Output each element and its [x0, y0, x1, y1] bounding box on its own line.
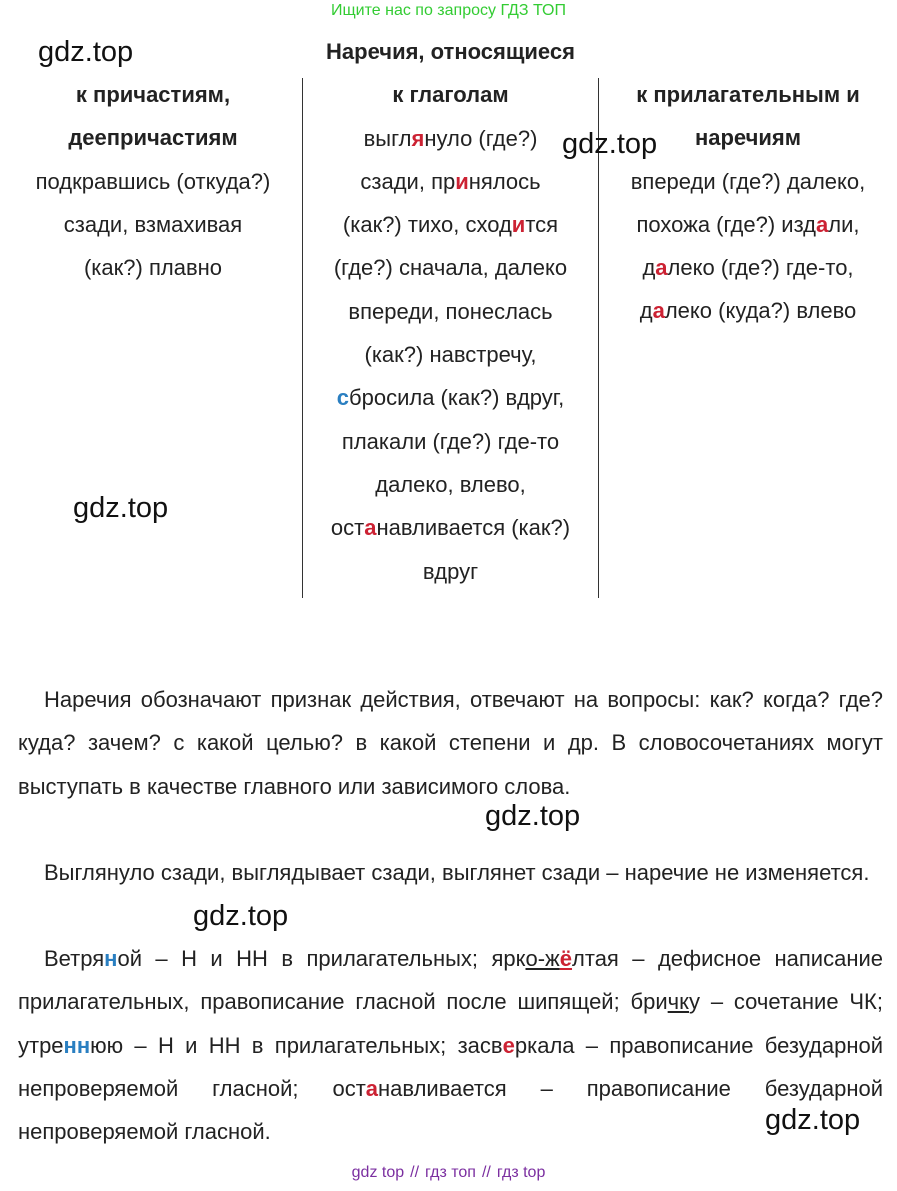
highlighted-letter: с	[336, 385, 349, 411]
column-header: к глаголам	[392, 82, 509, 108]
highlighted-letter: а	[652, 298, 665, 324]
column-header: Наречия, относящиеся	[326, 39, 575, 64]
column-line: вдруг	[422, 558, 479, 584]
column-line: впереди, понеслась	[348, 298, 553, 324]
column-line: останавливается (как?)	[330, 515, 571, 541]
column-line: сзади, взмахивая	[63, 211, 243, 237]
column-line: впереди (где?) далеко,	[630, 168, 866, 194]
watermark: gdz.top	[38, 36, 134, 68]
column-line: далеко, влево,	[375, 471, 526, 497]
column-header: к прилагательным и	[636, 82, 860, 107]
column-line: похожа (где?) издали,	[636, 211, 860, 237]
footer-link[interactable]: гдз топ	[425, 1164, 476, 1181]
highlighted-letter: нн	[63, 1032, 91, 1058]
column-line: сзади, принялось	[360, 168, 541, 194]
paragraph-definition: Наречия обозначают признак действия, отвечают на вопросы: как? когда? где? куда? зачем? с какой целью? в какой степени и др. В словосочетаниях могут выступать в качестве главного или зависимого слова.	[18, 687, 883, 799]
highlighted-letter: а	[364, 515, 377, 541]
highlighted-letter: я	[411, 125, 425, 151]
footer-separator: //	[481, 1164, 491, 1181]
highlighted-letter: ё	[559, 946, 573, 971]
highlighted-letter: и	[455, 168, 469, 194]
watermark: gdz.top	[562, 128, 658, 160]
column-line: (как?) плавно	[83, 255, 223, 281]
highlighted-letter: е	[502, 1032, 515, 1058]
paragraph-example: Выглянуло сзади, выглядывает сзади, выглянет сзади – наречие не изменяется.	[44, 860, 870, 885]
column-line: (как?) тихо, сходится	[342, 212, 559, 238]
footer-link[interactable]: гдз top	[496, 1164, 546, 1181]
highlighted-letter: а	[816, 211, 829, 237]
footer-separator: //	[410, 1164, 420, 1181]
paragraph-spelling: Ветряной – Н и НН в прилагательных; ярко-жёлтая – дефисное написание прилагательных, правописание гласной после шипящей; бричку – сочетание ЧК; утреннюю – Н и НН в прилагательных; засверкала – правописание безударной непроверяемой гласной; останавливается – правописание безударной непроверяемой гласной.	[18, 946, 884, 1145]
column-line: выглянуло (где?)	[363, 125, 538, 151]
column-header: к причастиям,	[75, 82, 231, 107]
watermark: gdz.top	[765, 1104, 861, 1136]
column-line: подкравшись (откуда?)	[35, 168, 271, 194]
watermark: gdz.top	[73, 492, 169, 524]
column-line: (где?) сначала, далеко	[333, 255, 568, 281]
highlighted-letter: а	[365, 1075, 379, 1101]
underlined-text: чк	[667, 989, 689, 1015]
footer-links	[0, 1164, 897, 1182]
column-line: далеко (где?) где-то,	[642, 255, 854, 281]
column-verbs	[303, 30, 598, 593]
column-line: (как?) навстречу,	[364, 342, 537, 368]
highlighted-letter: а	[655, 255, 668, 281]
column-line: плакали (где?) где-то	[341, 428, 560, 454]
underlined-text: о-ж	[525, 946, 560, 971]
highlighted-letter: н	[104, 946, 118, 971]
column-line: сбросила (как?) вдруг,	[336, 385, 565, 411]
column-line: далеко (куда?) влево	[639, 298, 857, 324]
highlighted-letter: и	[511, 212, 526, 238]
footer-link[interactable]: gdz top	[351, 1164, 405, 1181]
top-banner: Ищите нас по запросу ГДЗ ТОП	[331, 2, 566, 19]
watermark: gdz.top	[193, 900, 289, 932]
column-header: деепричастиям	[68, 125, 238, 151]
watermark: gdz.top	[485, 800, 581, 832]
column-header: наречиям	[694, 125, 802, 151]
column-adjectives	[599, 73, 897, 333]
column-participles	[5, 73, 301, 289]
